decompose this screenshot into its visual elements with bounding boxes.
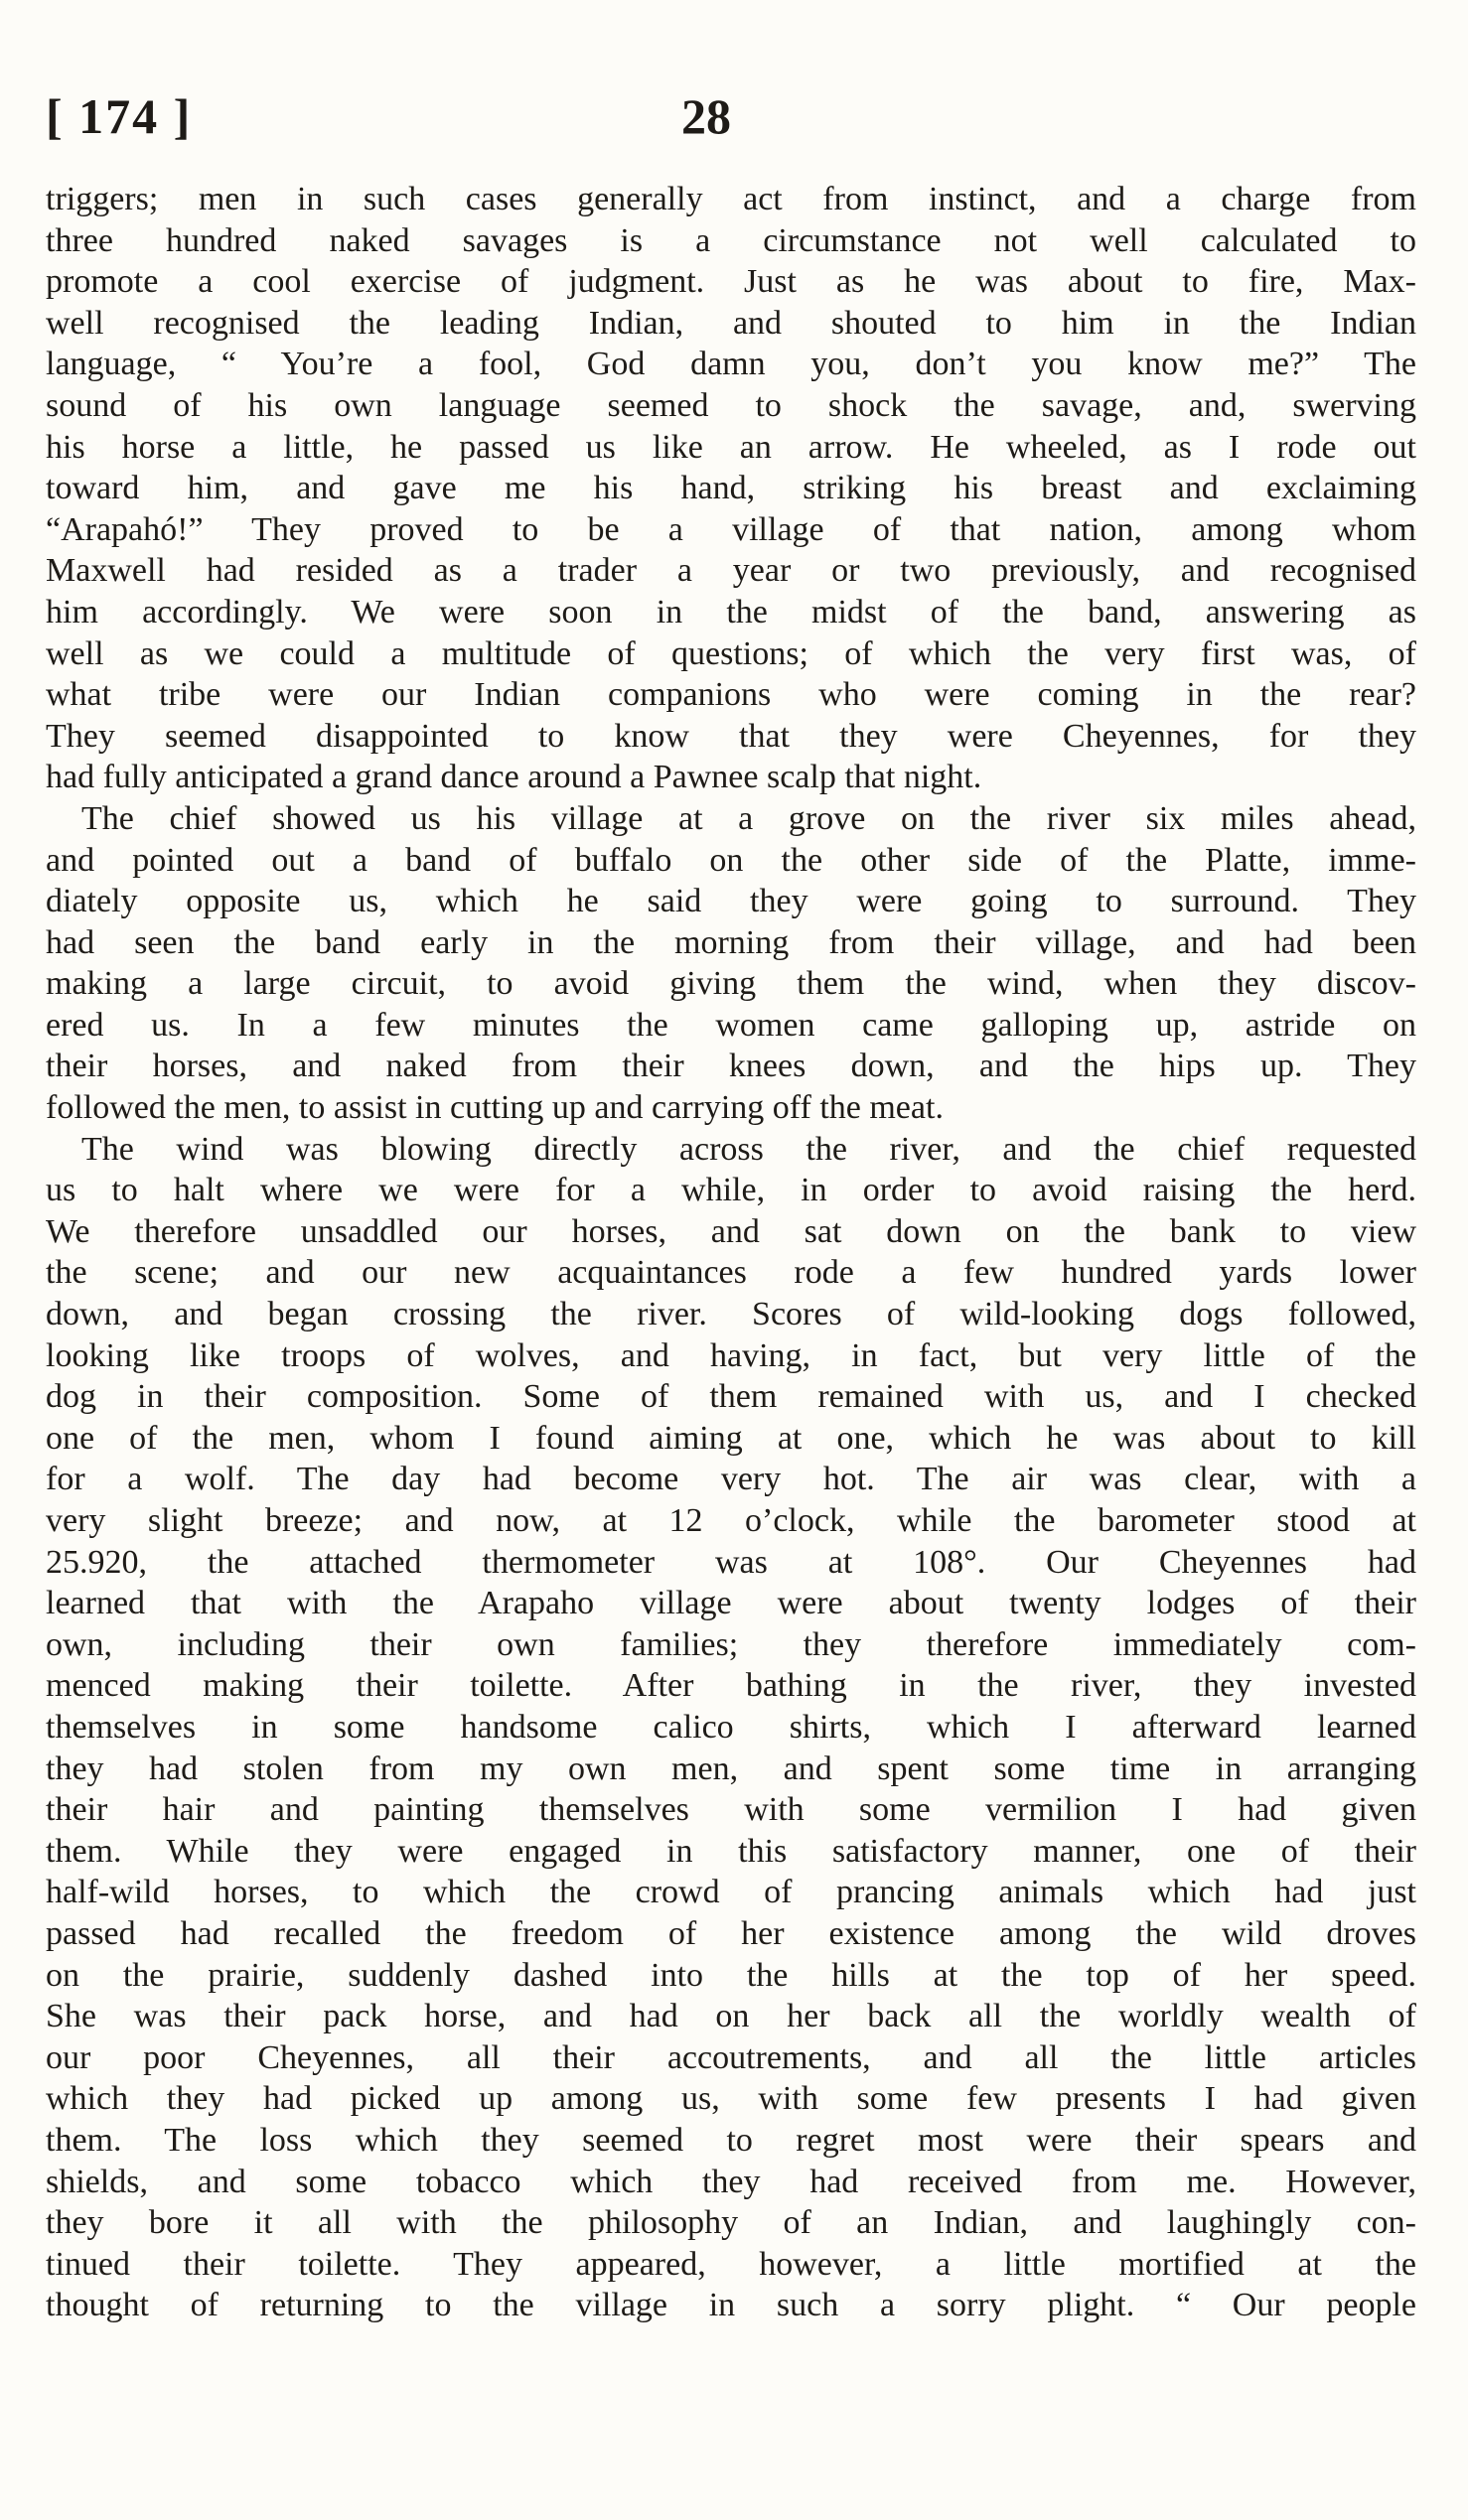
- text-line: their hair and painting themselves with some vermilion I had given: [46, 1791, 1416, 1829]
- text-line: had seen the band early in the morning from their village, and had been: [46, 923, 1416, 961]
- text-line: menced making their toilette. After bathing in the river, they invested: [46, 1667, 1416, 1705]
- text-line: them. The loss which they seemed to regret most were their spears and: [46, 2121, 1416, 2159]
- text-line: “Arapahó!” They proved to be a village of that nation, among whom: [46, 510, 1416, 548]
- text-line: They seemed disappointed to know that they were Cheyennes, for they: [46, 717, 1416, 755]
- text-line: our poor Cheyennes, all their accoutrements, and all the little articles: [46, 2038, 1416, 2076]
- text-line: half-wild horses, to which the crowd of prancing animals which had just: [46, 1874, 1416, 1911]
- text-line: looking like troops of wolves, and having, in fact, but very little of the: [46, 1336, 1416, 1374]
- text-line: 25.920, the attached thermometer was at 108°. Our Cheyennes had: [46, 1543, 1416, 1581]
- text-line: tinued their toilette. They appeared, however, a little mortified at the: [46, 2245, 1416, 2283]
- text-line: triggers; men in such cases generally act from instinct, and a charge from: [46, 181, 1416, 217]
- text-line: the scene; and our new acquaintances rode a few hundred yards lower: [46, 1254, 1416, 1292]
- text-line: Maxwell had resided as a trader a year or two previously, and recognised: [46, 552, 1416, 590]
- text-line: him accordingly. We were soon in the midst of the band, answering as: [46, 593, 1416, 630]
- text-line: We therefore unsaddled our horses, and sat down on the bank to view: [46, 1212, 1416, 1250]
- text-line: they had stolen from my own men, and spent some time in arranging: [46, 1750, 1416, 1787]
- text-line: us to halt where we were for a while, in order to avoid raising the herd.: [46, 1172, 1416, 1209]
- text-line: shields, and some tobacco which they had received from me. However,: [46, 2163, 1416, 2200]
- text-line: had fully anticipated a grand dance around a Pawnee scalp that night.: [46, 759, 982, 796]
- text-line: very slight breeze; and now, at 12 o’clock, while the barometer stood at: [46, 1502, 1416, 1539]
- text-line: The wind was blowing directly across the river, and the chief requested: [81, 1130, 1416, 1168]
- text-line: diately opposite us, which he said they were going to surround. They: [46, 883, 1416, 920]
- text-line: his horse a little, he passed us like an arrow. He wheeled, as I rode out: [46, 428, 1416, 466]
- text-line: down, and began crossing the river. Scores of wild-looking dogs followed,: [46, 1296, 1416, 1333]
- text-line: learned that with the Arapaho village were about twenty lodges of their: [46, 1585, 1416, 1622]
- text-line: dog in their composition. Some of them remained with us, and I checked: [46, 1378, 1416, 1416]
- text-line: what tribe were our Indian companions who were coming in the rear?: [46, 676, 1416, 714]
- text-line: followed the men, to assist in cutting up and carrying off the meat.: [46, 1089, 944, 1127]
- text-line: they bore it all with the philosophy of an Indian, and laughingly con-: [46, 2204, 1416, 2242]
- text-line: three hundred naked savages is a circumstance not well calculated to: [46, 221, 1416, 259]
- bracketed-page-number: [ 174 ]: [46, 88, 193, 144]
- page-number: 28: [681, 88, 731, 144]
- text-line: making a large circuit, to avoid giving them the wind, when they discov-: [46, 965, 1416, 1003]
- text-line: The chief showed us his village at a grove on the river six miles ahead,: [81, 799, 1416, 837]
- text-line: promote a cool exercise of judgment. Just as he was about to fire, Max-: [46, 263, 1416, 301]
- text-line: language, “ You’re a fool, God damn you, don’t you know me?” The: [46, 346, 1416, 383]
- text-line: and pointed out a band of buffalo on the other side of the Platte, imme-: [46, 841, 1416, 879]
- text-line: well recognised the leading Indian, and shouted to him in the Indian: [46, 304, 1416, 342]
- text-line: ered us. In a few minutes the women came galloping up, astride on: [46, 1006, 1416, 1044]
- text-line: them. While they were engaged in this satisfactory manner, one of their: [46, 1832, 1416, 1870]
- text-line: for a wolf. The day had become very hot. The air was clear, with a: [46, 1461, 1416, 1498]
- text-line: sound of his own language seemed to shock the savage, and, swerving: [46, 386, 1416, 424]
- text-line: own, including their own families; they therefore immediately com-: [46, 1625, 1416, 1663]
- text-line: their horses, and naked from their knees down, and the hips up. They: [46, 1048, 1416, 1085]
- text-line: one of the men, whom I found aiming at one, which he was about to kill: [46, 1419, 1416, 1457]
- text-line: toward him, and gave me his hand, striking his breast and exclaiming: [46, 470, 1416, 507]
- text-line: on the prairie, suddenly dashed into the hills at the top of her speed.: [46, 1956, 1416, 1994]
- text-line: well as we could a multitude of questions; of which the very first was, of: [46, 634, 1416, 672]
- text-line: which they had picked up among us, with some few presents I had given: [46, 2080, 1416, 2118]
- text-line: themselves in some handsome calico shirts, which I afterward learned: [46, 1708, 1416, 1746]
- text-line: passed had recalled the freedom of her existence among the wild droves: [46, 1914, 1416, 1952]
- text-line: She was their pack horse, and had on her back all the worldly wealth of: [46, 1998, 1416, 2035]
- text-line: thought of returning to the village in such a sorry plight. “ Our people: [46, 2287, 1416, 2324]
- body-text: [46, 179, 1416, 2326]
- page-header: [46, 87, 1416, 157]
